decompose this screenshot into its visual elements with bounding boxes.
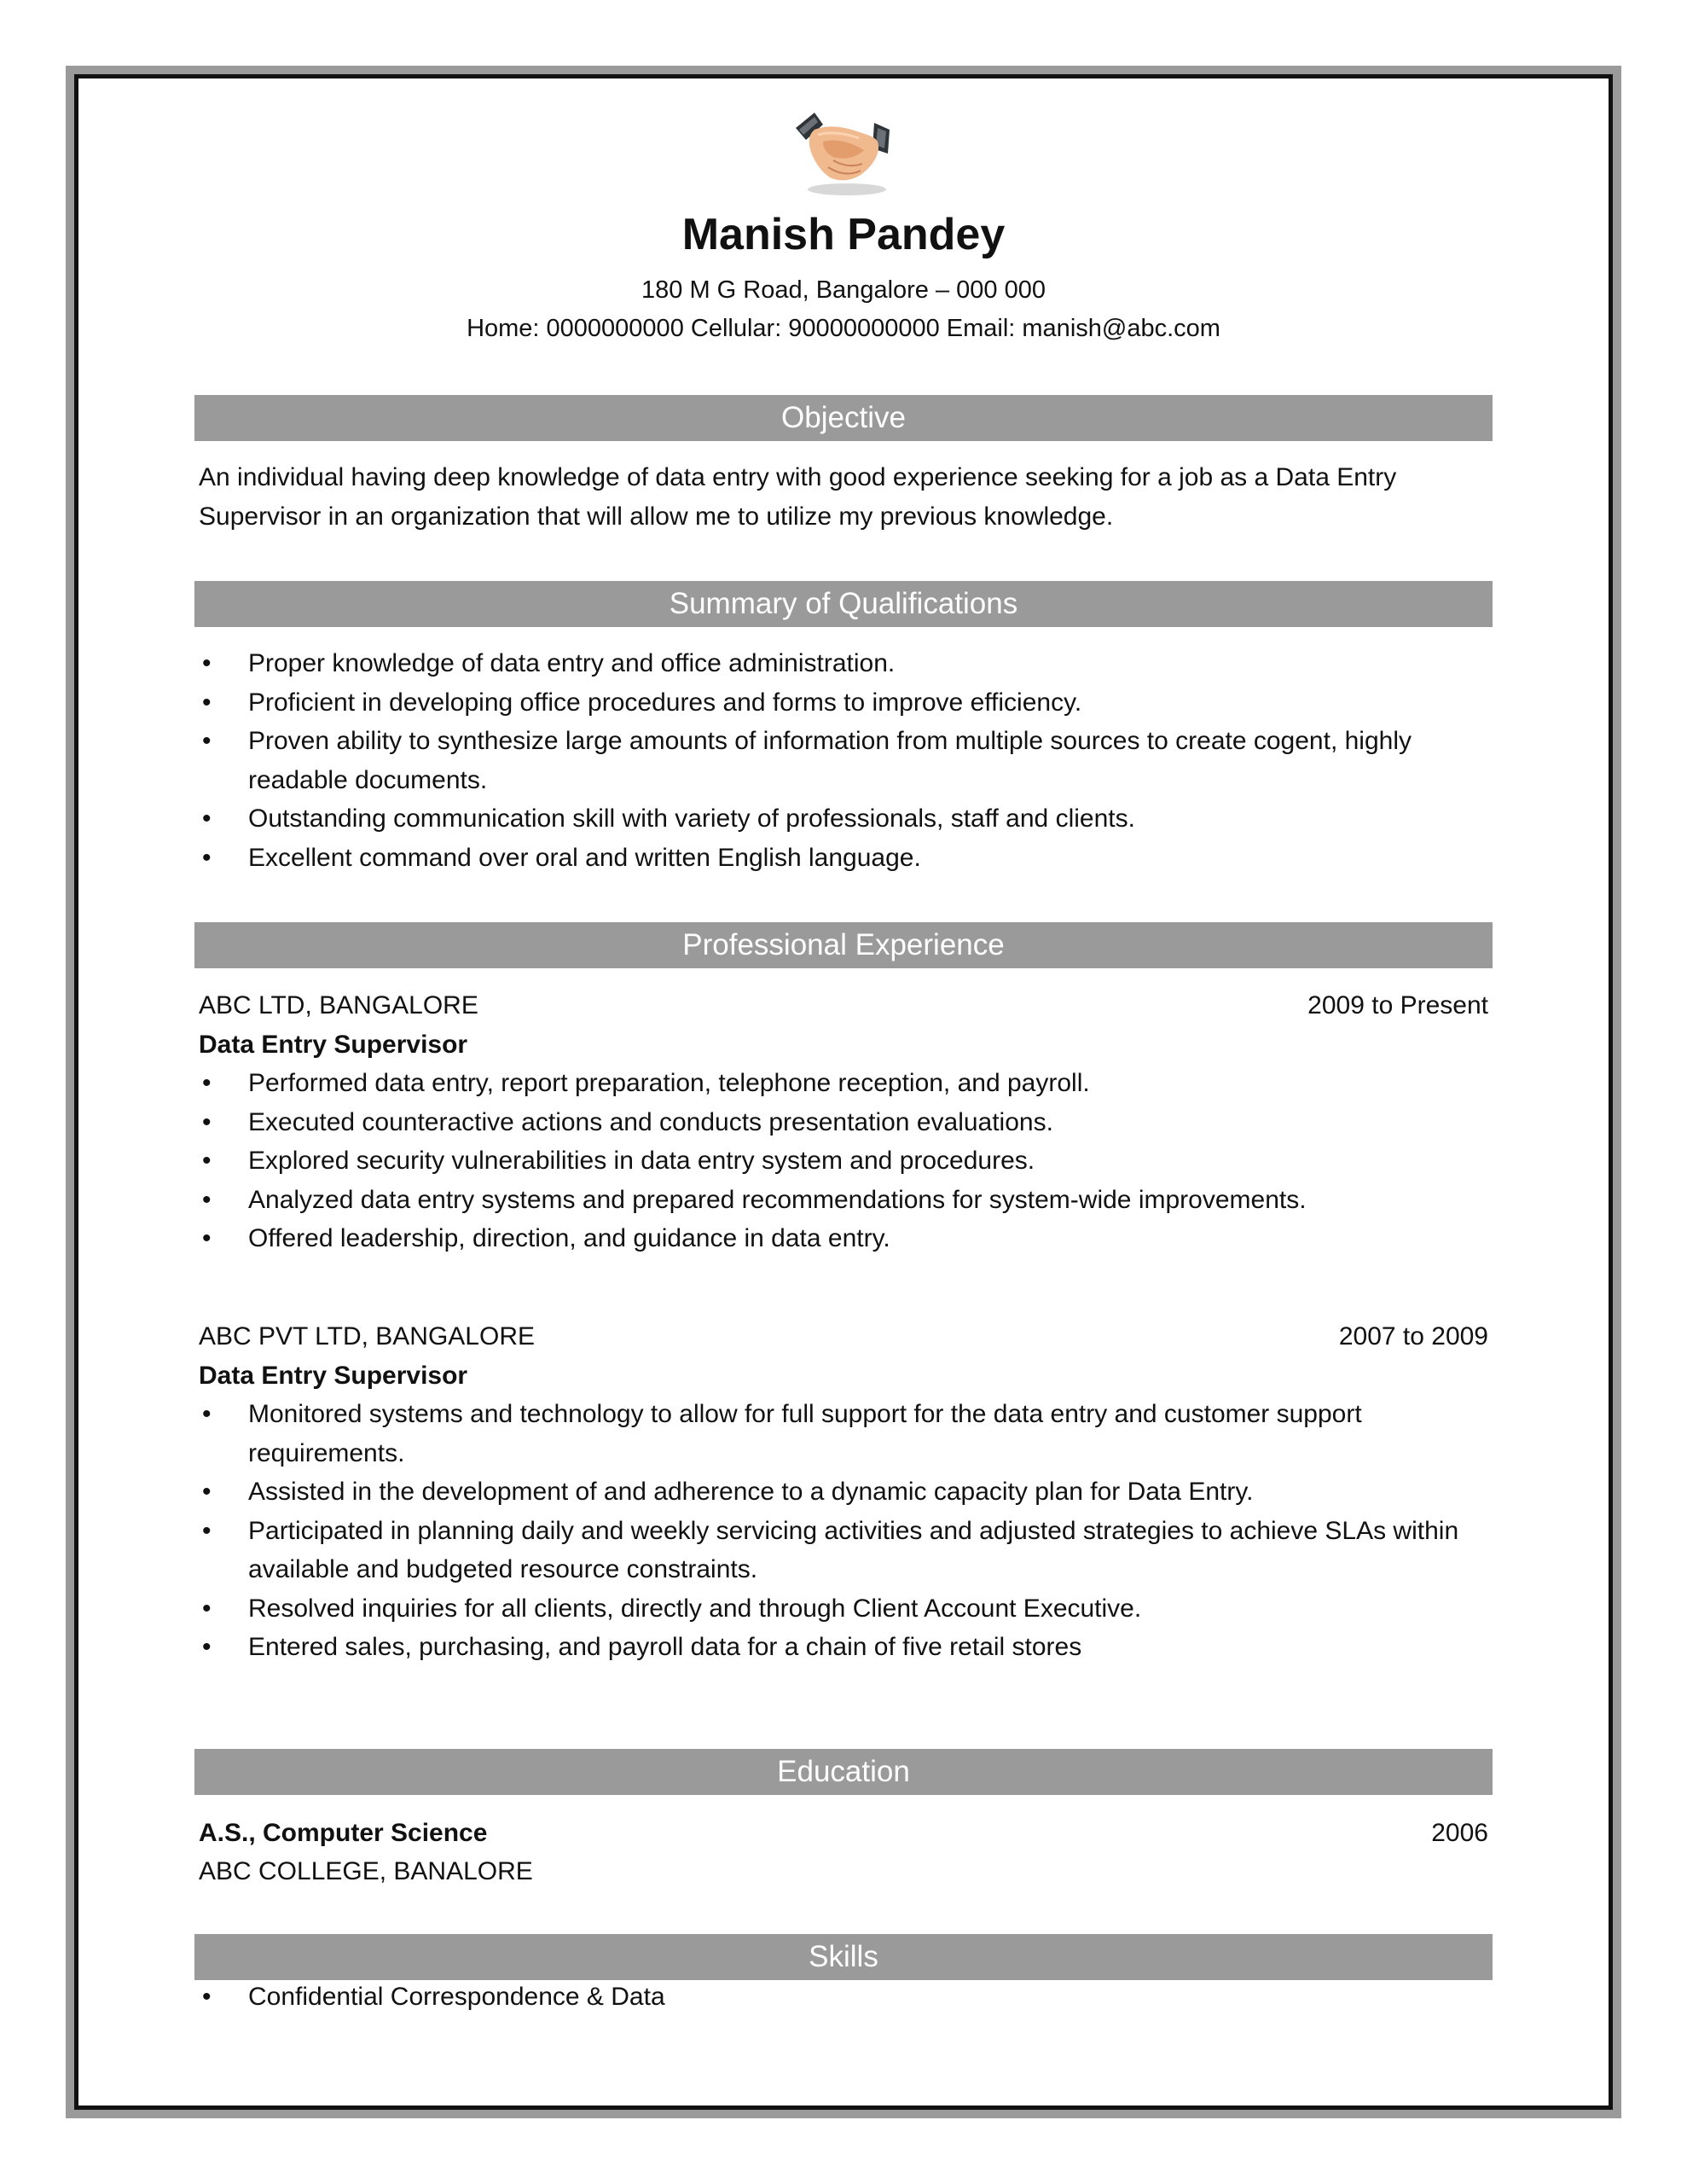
bullet-icon: • bbox=[202, 804, 212, 833]
graduation-year: 2006 bbox=[1431, 1819, 1488, 1847]
job-role: Data Entry Supervisor bbox=[199, 1031, 468, 1059]
bullet-icon: • bbox=[202, 1983, 212, 2011]
list-item: • Proven ability to synthesize large amounts of information from multiple sources to create cogent, highly readable documents. bbox=[199, 722, 1491, 799]
bullet-icon: • bbox=[202, 1107, 212, 1136]
job-header bbox=[199, 986, 1488, 1025]
bullet-icon: • bbox=[202, 727, 212, 755]
job-dates: 2007 to 2009 bbox=[1338, 1322, 1488, 1350]
list-item: • Monitored systems and technology to allow for full support for the data entry and customer support requirements. bbox=[199, 1395, 1491, 1472]
job-header bbox=[199, 1317, 1488, 1356]
job-dates: 2009 to Present bbox=[1307, 991, 1488, 1019]
section-header-experience: Professional Experience bbox=[194, 922, 1493, 968]
bullet-icon: • bbox=[202, 1400, 212, 1428]
bullet-icon: • bbox=[202, 1224, 212, 1252]
bullet-icon: • bbox=[202, 1185, 212, 1214]
bullet-icon: • bbox=[202, 1147, 212, 1175]
job-duties-list bbox=[199, 1395, 1491, 1667]
section-header-qualifications: Summary of Qualifications bbox=[194, 581, 1493, 627]
bullet-icon: • bbox=[202, 649, 212, 677]
list-item: • Proper knowledge of data entry and office administration. bbox=[199, 644, 1491, 683]
list-item: • Outstanding communication skill with variety of professionals, staff and clients. bbox=[199, 799, 1491, 839]
bullet-icon: • bbox=[202, 688, 212, 717]
list-item: • Participated in planning daily and weekly servicing activities and adjusted strategies to achieve SLAs within available and budgeted resource constraints. bbox=[199, 1512, 1491, 1589]
list-item: • Analyzed data entry systems and prepared recommendations for system-wide improvements. bbox=[199, 1181, 1491, 1220]
list-item: • Excellent command over oral and written English language. bbox=[199, 839, 1491, 878]
list-item: • Entered sales, purchasing, and payroll data for a chain of five retail stores bbox=[199, 1628, 1491, 1667]
degree: A.S., Computer Science bbox=[199, 1819, 488, 1847]
job-duties-list bbox=[199, 1064, 1491, 1258]
company-name: ABC LTD, BANGALORE bbox=[199, 991, 478, 1019]
list-item: • Assisted in the development of and adherence to a dynamic capacity plan for Data Entry. bbox=[199, 1472, 1491, 1512]
list-item: • Confidential Correspondence & Data bbox=[199, 1978, 1491, 2017]
bullet-icon: • bbox=[202, 843, 212, 872]
job-role: Data Entry Supervisor bbox=[199, 1362, 468, 1390]
list-item: • Performed data entry, report preparation, telephone reception, and payroll. bbox=[199, 1064, 1491, 1103]
contact-line: Home: 0000000000 Cellular: 90000000000 Email: manish@abc.com bbox=[467, 315, 1220, 342]
handshake-icon bbox=[789, 104, 900, 198]
bullet-icon: • bbox=[202, 1069, 212, 1097]
school-name: ABC COLLEGE, BANALORE bbox=[199, 1857, 533, 1885]
section-header-education: Education bbox=[194, 1749, 1493, 1795]
list-item: • Executed counteractive actions and conducts presentation evaluations. bbox=[199, 1103, 1491, 1142]
bullet-icon: • bbox=[202, 1478, 212, 1506]
list-item: • Explored security vulnerabilities in data entry system and procedures. bbox=[199, 1141, 1491, 1181]
candidate-name: Manish Pandey bbox=[681, 210, 1006, 259]
list-item: • Offered leadership, direction, and guidance in data entry. bbox=[199, 1219, 1491, 1258]
address-line: 180 M G Road, Bangalore – 000 000 bbox=[641, 276, 1046, 304]
bullet-icon: • bbox=[202, 1594, 212, 1623]
bullet-icon: • bbox=[202, 1633, 212, 1661]
qualifications-list bbox=[199, 644, 1491, 877]
objective-text: An individual having deep knowledge of data entry with good experience seeking for a job as a Data Entry Supervisor in an organization that will allow me to utilize my previous knowledge. bbox=[199, 463, 1397, 531]
bullet-icon: • bbox=[202, 1516, 212, 1545]
section-header-skills: Skills bbox=[194, 1934, 1493, 1980]
section-header-objective: Objective bbox=[194, 395, 1493, 441]
list-item: • Resolved inquiries for all clients, directly and through Client Account Executive. bbox=[199, 1589, 1491, 1629]
company-name: ABC PVT LTD, BANGALORE bbox=[199, 1322, 535, 1350]
skills-list bbox=[199, 1978, 1491, 2017]
education-header bbox=[199, 1814, 1488, 1853]
list-item: • Proficient in developing office procedures and forms to improve efficiency. bbox=[199, 683, 1491, 723]
